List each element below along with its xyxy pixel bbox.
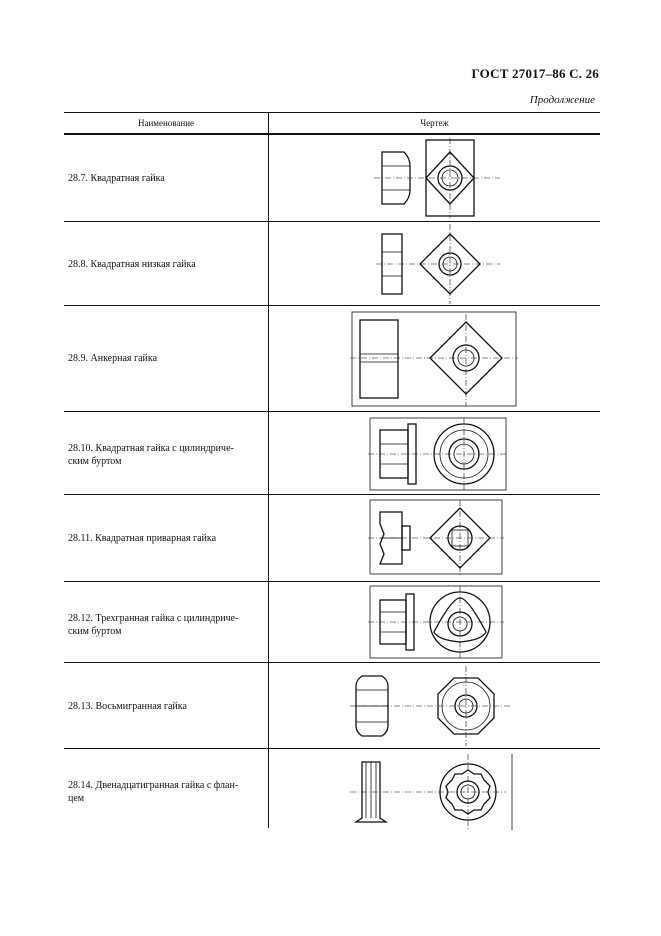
- triangular-collar-nut-icon: [368, 584, 504, 660]
- octagonal-nut-icon: [350, 664, 514, 746]
- square-nut-icon: [374, 138, 504, 218]
- continuation-label: Продолжение: [529, 94, 595, 106]
- anchor-nut-icon: [350, 310, 518, 408]
- twelve-point-flange-nut-icon: [350, 752, 516, 832]
- row-label-28-8: 28.8. Квадратная низкая гайка: [68, 259, 196, 270]
- low-square-nut-icon: [376, 224, 502, 304]
- row-label-28-14: 28.14. Двенадцатигранная гайка с флан- цем: [68, 780, 239, 804]
- row-label-28-11: 28.11. Квадратная приварная гайка: [68, 533, 217, 544]
- row-label-28-12: 28.12. Трехгранная гайка с цилиндриче- ским буртом: [68, 613, 239, 637]
- row-label-28-9: 28.9. Анкерная гайка: [68, 353, 158, 364]
- row-label-28-13: 28.13. Восьмигранная гайка: [68, 701, 187, 712]
- row-label-28-10: 28.10. Квадратная гайка с цилиндриче- ским буртом: [68, 443, 234, 467]
- row-label-28-7: 28.7. Квадратная гайка: [68, 173, 165, 184]
- square-weld-nut-icon: [368, 498, 504, 576]
- column-header-drawing: Чертеж: [420, 118, 449, 128]
- page-header-title: ГОСТ 27017–86 С. 26: [471, 66, 599, 81]
- column-header-name: Наименование: [137, 118, 195, 128]
- square-collar-nut-icon: [368, 416, 508, 492]
